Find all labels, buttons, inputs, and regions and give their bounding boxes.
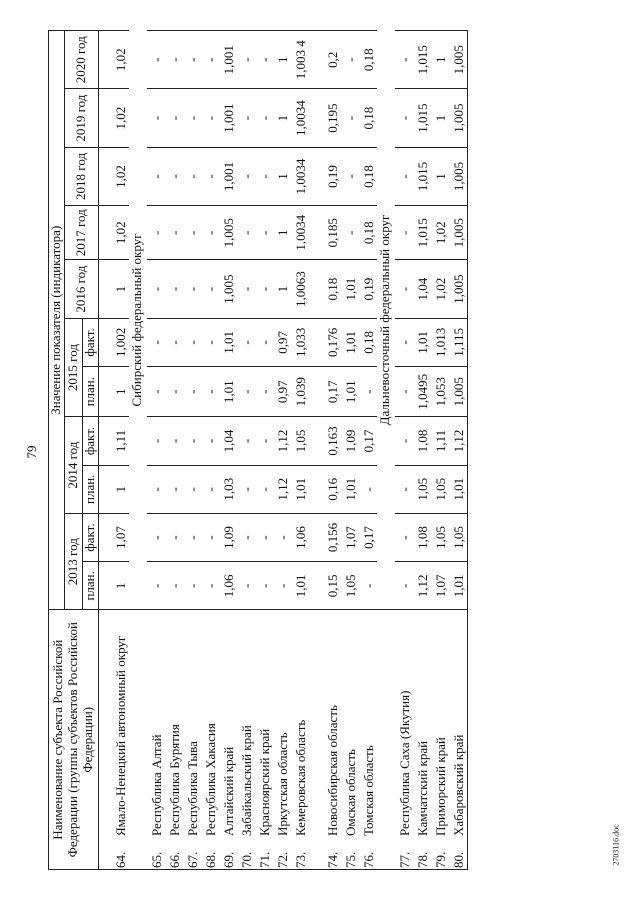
value-cell: 1,005 (449, 147, 468, 205)
subject-name: Омская область (342, 749, 358, 836)
row-number: 74. (324, 851, 340, 868)
value-cell: - (395, 206, 413, 260)
value-cell: 1,01 (341, 318, 359, 366)
value-cell: - (255, 260, 273, 318)
value-cell: - (165, 465, 183, 513)
value-cell: - (237, 562, 255, 610)
row-number: 67. (184, 851, 200, 868)
value-cell: 1,06 (291, 513, 309, 561)
value-cell: 1,07 (431, 562, 449, 610)
subject-name: Иркутская область (274, 732, 290, 836)
subject-name-cell (183, 610, 201, 870)
value-cell: 1,01 (413, 318, 431, 366)
value-cell: - (165, 89, 183, 147)
value-cell: 0,19 (359, 260, 377, 318)
row-number: 75. (342, 851, 358, 868)
value-cell: - (147, 367, 165, 417)
value-cell: - (237, 367, 255, 417)
row-number: 71. (256, 851, 272, 868)
table-row (237, 31, 255, 870)
value-cell: 0,18 (359, 318, 377, 366)
value-cell: - (395, 417, 413, 465)
table-row (147, 31, 165, 870)
value-cell: - (147, 562, 165, 610)
value-cell: 1 (273, 89, 291, 147)
value-cell: 0,176 (309, 318, 341, 366)
subject-name-cell (237, 610, 255, 870)
value-cell: 1,015 (413, 206, 431, 260)
value-cell: - (395, 367, 413, 417)
region-name: Сибирский федеральный округ (129, 233, 145, 407)
value-cell: 1,05 (413, 465, 431, 513)
table-row (255, 31, 273, 870)
value-cell: 1,01 (291, 562, 309, 610)
row-number: 68. (202, 851, 218, 868)
subject-name-cell (273, 610, 291, 870)
value-cell: 1,01 (341, 260, 359, 318)
subject-name: Республика Саха (Якутия) (396, 690, 412, 836)
header-year-2015: 2015 год (64, 318, 82, 417)
value-cell: 0,15 (309, 562, 341, 610)
subject-name-cell (111, 610, 129, 870)
value-cell: - (183, 562, 201, 610)
value-cell: - (255, 417, 273, 465)
value-cell: 1,12 (449, 417, 468, 465)
value-cell: 1 (431, 89, 449, 147)
value-cell: 1,07 (341, 513, 359, 561)
value-cell: 1 (273, 31, 291, 89)
value-cell: - (255, 147, 273, 205)
subject-name: Забайкальский край (238, 725, 254, 836)
table-row (219, 31, 237, 870)
value-cell: 1,01 (449, 562, 468, 610)
header-year-2017: 2017 год (64, 206, 98, 260)
value-cell: 1,02 (111, 31, 129, 89)
row-number: 78. (414, 851, 430, 868)
value-cell: 1,0063 (291, 260, 309, 318)
value-cell: - (395, 513, 413, 561)
table-row (291, 31, 309, 870)
subject-name-cell (395, 610, 413, 870)
value-cell: 1,0034 (291, 147, 309, 205)
value-cell: - (341, 147, 359, 205)
value-cell: 1,033 (291, 318, 309, 366)
subject-name: Республика Тыва (184, 741, 200, 836)
row-number: 76. (360, 851, 376, 868)
value-cell: 1,001 (219, 147, 237, 205)
value-cell: - (359, 465, 377, 513)
subject-name-cell (309, 610, 341, 870)
value-cell: 1,003 4 (291, 31, 309, 89)
value-cell: 1 (431, 147, 449, 205)
subject-name: Томская область (360, 745, 376, 836)
subject-name-cell (291, 610, 309, 870)
value-cell: - (183, 147, 201, 205)
value-cell: 1,12 (413, 562, 431, 610)
value-cell: - (165, 562, 183, 610)
subject-name-cell (359, 610, 377, 870)
value-cell: 1,013 (431, 318, 449, 366)
value-cell: - (201, 206, 219, 260)
row-number: 73. (292, 851, 308, 868)
subject-name-cell (413, 610, 431, 870)
value-cell: - (201, 367, 219, 417)
header-year-2020: 2020 год (64, 31, 98, 89)
value-cell: 1,01 (341, 367, 359, 417)
row-number: 80. (450, 851, 466, 868)
table-row (413, 31, 431, 870)
value-cell: - (201, 260, 219, 318)
value-cell: 1,03 (219, 465, 237, 513)
row-number: 72. (274, 851, 290, 868)
region-header-row (129, 31, 147, 870)
header-value-group: Значение показателя (индикатора) (49, 31, 65, 610)
spacer-row (98, 31, 111, 870)
value-cell: 0,16 (309, 465, 341, 513)
region-pad-cell (377, 610, 395, 870)
value-cell: 1,01 (341, 465, 359, 513)
value-cell: 1,005 (449, 89, 468, 147)
value-cell: 1,11 (111, 417, 129, 465)
value-cell: 1,015 (413, 89, 431, 147)
value-cell: - (395, 147, 413, 205)
value-cell: 1,09 (219, 513, 237, 561)
value-cell: 0,185 (309, 206, 341, 260)
subject-name: Республика Алтай (148, 734, 164, 836)
subject-name: Республика Бурятия (166, 724, 182, 836)
row-number: 79. (432, 851, 448, 868)
table-row (273, 31, 291, 870)
value-cell: 1,002 (111, 318, 129, 366)
value-cell: - (183, 260, 201, 318)
value-cell: - (237, 206, 255, 260)
value-cell: 1,005 (449, 31, 468, 89)
header-plan-2014: план. (82, 465, 98, 513)
value-cell: - (165, 318, 183, 366)
value-cell: - (255, 31, 273, 89)
table-header (49, 31, 99, 870)
value-cell: - (395, 31, 413, 89)
value-cell: - (255, 465, 273, 513)
table-row (341, 31, 359, 870)
region-pad-cell (129, 610, 147, 870)
value-cell: - (147, 147, 165, 205)
value-cell: 0,19 (309, 147, 341, 205)
value-cell: - (165, 260, 183, 318)
value-cell: - (395, 465, 413, 513)
row-number: 69. (220, 851, 236, 868)
header-year-2016: 2016 год (64, 260, 98, 318)
value-cell: 1,07 (111, 513, 129, 561)
value-cell: 1 (111, 465, 129, 513)
value-cell: - (237, 318, 255, 366)
value-cell: - (395, 318, 413, 366)
value-cell: 1,02 (111, 206, 129, 260)
value-cell: - (341, 31, 359, 89)
value-cell: 1,001 (219, 31, 237, 89)
value-cell: - (237, 260, 255, 318)
value-cell: - (237, 31, 255, 89)
subject-name-cell (219, 610, 237, 870)
subject-name-cell (165, 610, 183, 870)
value-cell: - (273, 513, 291, 561)
value-cell: 1,08 (413, 417, 431, 465)
value-cell: - (165, 147, 183, 205)
value-cell: - (255, 206, 273, 260)
value-cell: 1 (273, 260, 291, 318)
value-cell: 1,0034 (291, 206, 309, 260)
table-row (165, 31, 183, 870)
value-cell: - (201, 318, 219, 366)
value-cell: 0,18 (359, 31, 377, 89)
value-cell: - (147, 417, 165, 465)
value-cell: - (183, 89, 201, 147)
value-cell: 1,04 (219, 417, 237, 465)
value-cell: 1,005 (449, 260, 468, 318)
value-cell: - (201, 147, 219, 205)
table-row (201, 31, 219, 870)
subject-name: Кемеровская область (292, 719, 308, 836)
header-year-2018: 2018 год (64, 147, 98, 205)
value-cell: 1,005 (449, 367, 468, 417)
value-cell: 0,17 (359, 513, 377, 561)
subject-name: Республика Хакасия (202, 723, 218, 836)
subject-name: Приморский край (432, 737, 448, 836)
value-cell: - (237, 417, 255, 465)
value-cell: 0,18 (359, 89, 377, 147)
value-cell: - (359, 367, 377, 417)
value-cell: 1,015 (413, 147, 431, 205)
value-cell: 0,156 (309, 513, 341, 561)
value-cell: - (183, 465, 201, 513)
value-cell: 1,053 (431, 367, 449, 417)
value-cell: - (395, 89, 413, 147)
value-cell: - (201, 31, 219, 89)
value-cell: 1,05 (449, 513, 468, 561)
value-cell: - (255, 318, 273, 366)
value-cell: 1 (273, 206, 291, 260)
value-cell: 1,005 (219, 206, 237, 260)
value-cell: - (255, 367, 273, 417)
subject-name: Новосибирская область (324, 705, 340, 836)
value-cell: - (147, 465, 165, 513)
value-cell: 1,0034 (291, 89, 309, 147)
value-cell: 0,17 (359, 417, 377, 465)
region-name: Дальневосточный федеральный округ (377, 214, 393, 426)
header-plan-2013: план. (82, 562, 98, 610)
value-cell: 1,11 (431, 417, 449, 465)
value-cell: - (165, 513, 183, 561)
header-year-2014: 2014 год (64, 417, 82, 514)
value-cell: - (183, 31, 201, 89)
value-cell: 0,18 (359, 147, 377, 205)
rotated-table-container (48, 30, 608, 870)
header-fact-2014: факт. (82, 417, 98, 465)
value-cell: 1,005 (219, 260, 237, 318)
value-cell: - (147, 31, 165, 89)
value-cell: - (341, 89, 359, 147)
value-cell: - (147, 318, 165, 366)
value-cell: 1,01 (219, 367, 237, 417)
value-cell: 1 (111, 562, 129, 610)
value-cell: 1,039 (291, 367, 309, 417)
value-cell: 1 (431, 31, 449, 89)
value-cell: 1,02 (111, 89, 129, 147)
value-cell: 0,163 (309, 417, 341, 465)
value-cell: 1,0495 (413, 367, 431, 417)
value-cell: - (359, 562, 377, 610)
subject-name-cell (201, 610, 219, 870)
table-row (183, 31, 201, 870)
value-cell: - (165, 31, 183, 89)
table-row (431, 31, 449, 870)
value-cell: 1,08 (413, 513, 431, 561)
value-cell: 0,17 (309, 367, 341, 417)
header-year-2019: 2019 год (64, 89, 98, 147)
value-cell: 1,01 (291, 465, 309, 513)
value-cell: - (237, 147, 255, 205)
value-cell: 1,02 (111, 147, 129, 205)
value-cell: 1,005 (449, 206, 468, 260)
value-cell: - (165, 417, 183, 465)
page-number: 79 (24, 445, 39, 459)
value-cell: 1,01 (219, 318, 237, 366)
value-cell: 0,2 (309, 31, 341, 89)
value-cell: - (201, 562, 219, 610)
subject-name: Хабаровский край (450, 734, 466, 836)
value-cell: - (147, 206, 165, 260)
value-cell: - (201, 417, 219, 465)
value-cell: 1,12 (273, 417, 291, 465)
table-row (111, 31, 129, 870)
value-cell: - (147, 513, 165, 561)
subject-name: Ямало-Ненецкий автономный округ (112, 635, 128, 836)
value-cell: 1,02 (431, 206, 449, 260)
subject-name: Камчатский край (414, 740, 430, 836)
value-cell: - (183, 206, 201, 260)
value-cell: 1 (111, 260, 129, 318)
value-cell: - (183, 318, 201, 366)
value-cell: 1,12 (273, 465, 291, 513)
value-cell: 0,97 (273, 318, 291, 366)
value-cell: - (255, 89, 273, 147)
subject-name-cell (341, 610, 359, 870)
value-cell: - (341, 206, 359, 260)
region-header-row (377, 31, 395, 870)
value-cell: 1,05 (431, 513, 449, 561)
value-cell: 1,09 (341, 417, 359, 465)
table-row (395, 31, 413, 870)
value-cell: 0,97 (273, 367, 291, 417)
header-plan-2015: план. (82, 367, 98, 417)
value-cell: - (237, 513, 255, 561)
row-number: 65. (148, 851, 164, 868)
value-cell: - (201, 513, 219, 561)
value-cell: 1,06 (219, 562, 237, 610)
table-row (449, 31, 468, 870)
value-cell: 1 (111, 367, 129, 417)
value-cell: 0,195 (309, 89, 341, 147)
value-cell: - (147, 89, 165, 147)
subject-name-cell (147, 610, 165, 870)
value-cell: 1,115 (449, 318, 468, 366)
indicator-table (48, 30, 468, 870)
value-cell: 1 (273, 147, 291, 205)
row-number: 66. (166, 851, 182, 868)
value-cell: - (201, 465, 219, 513)
row-number: 77. (396, 851, 412, 868)
value-cell: - (183, 513, 201, 561)
header-year-2013: 2013 год (64, 513, 82, 610)
value-cell: 0,18 (359, 206, 377, 260)
value-cell: - (395, 562, 413, 610)
subject-name: Красноярский край (256, 728, 272, 836)
subject-name-cell (431, 610, 449, 870)
value-cell: - (201, 89, 219, 147)
header-fact-2013: факт. (82, 513, 98, 561)
table-body (98, 31, 467, 870)
value-cell: - (183, 367, 201, 417)
table-row (309, 31, 341, 870)
value-cell: 1,01 (449, 465, 468, 513)
value-cell: - (255, 562, 273, 610)
value-cell: - (183, 417, 201, 465)
value-cell: 1,05 (291, 417, 309, 465)
value-cell: - (273, 562, 291, 610)
value-cell: - (237, 465, 255, 513)
row-number: 64. (112, 851, 128, 868)
footer-file-code: 2703116.doc (611, 824, 621, 866)
value-cell: 1,04 (413, 260, 431, 318)
value-cell: 1,015 (413, 31, 431, 89)
value-cell: - (255, 513, 273, 561)
value-cell: 0,18 (309, 260, 341, 318)
subject-name-cell (449, 610, 468, 870)
value-cell: - (165, 367, 183, 417)
value-cell: 1,05 (431, 465, 449, 513)
header-fact-2015: факт. (82, 318, 98, 366)
value-cell: 1,05 (341, 562, 359, 610)
header-name-column: Наименование субъекта Российской Федерации (группы субъектов Российской Федерации) (49, 610, 99, 870)
subject-name-cell (255, 610, 273, 870)
value-cell: 1,001 (219, 89, 237, 147)
row-number: 70. (238, 851, 254, 868)
value-cell: - (147, 260, 165, 318)
table-row (359, 31, 377, 870)
value-cell: - (237, 89, 255, 147)
value-cell: - (395, 260, 413, 318)
value-cell: - (165, 206, 183, 260)
value-cell: 1,02 (431, 260, 449, 318)
subject-name: Алтайский край (220, 746, 236, 836)
